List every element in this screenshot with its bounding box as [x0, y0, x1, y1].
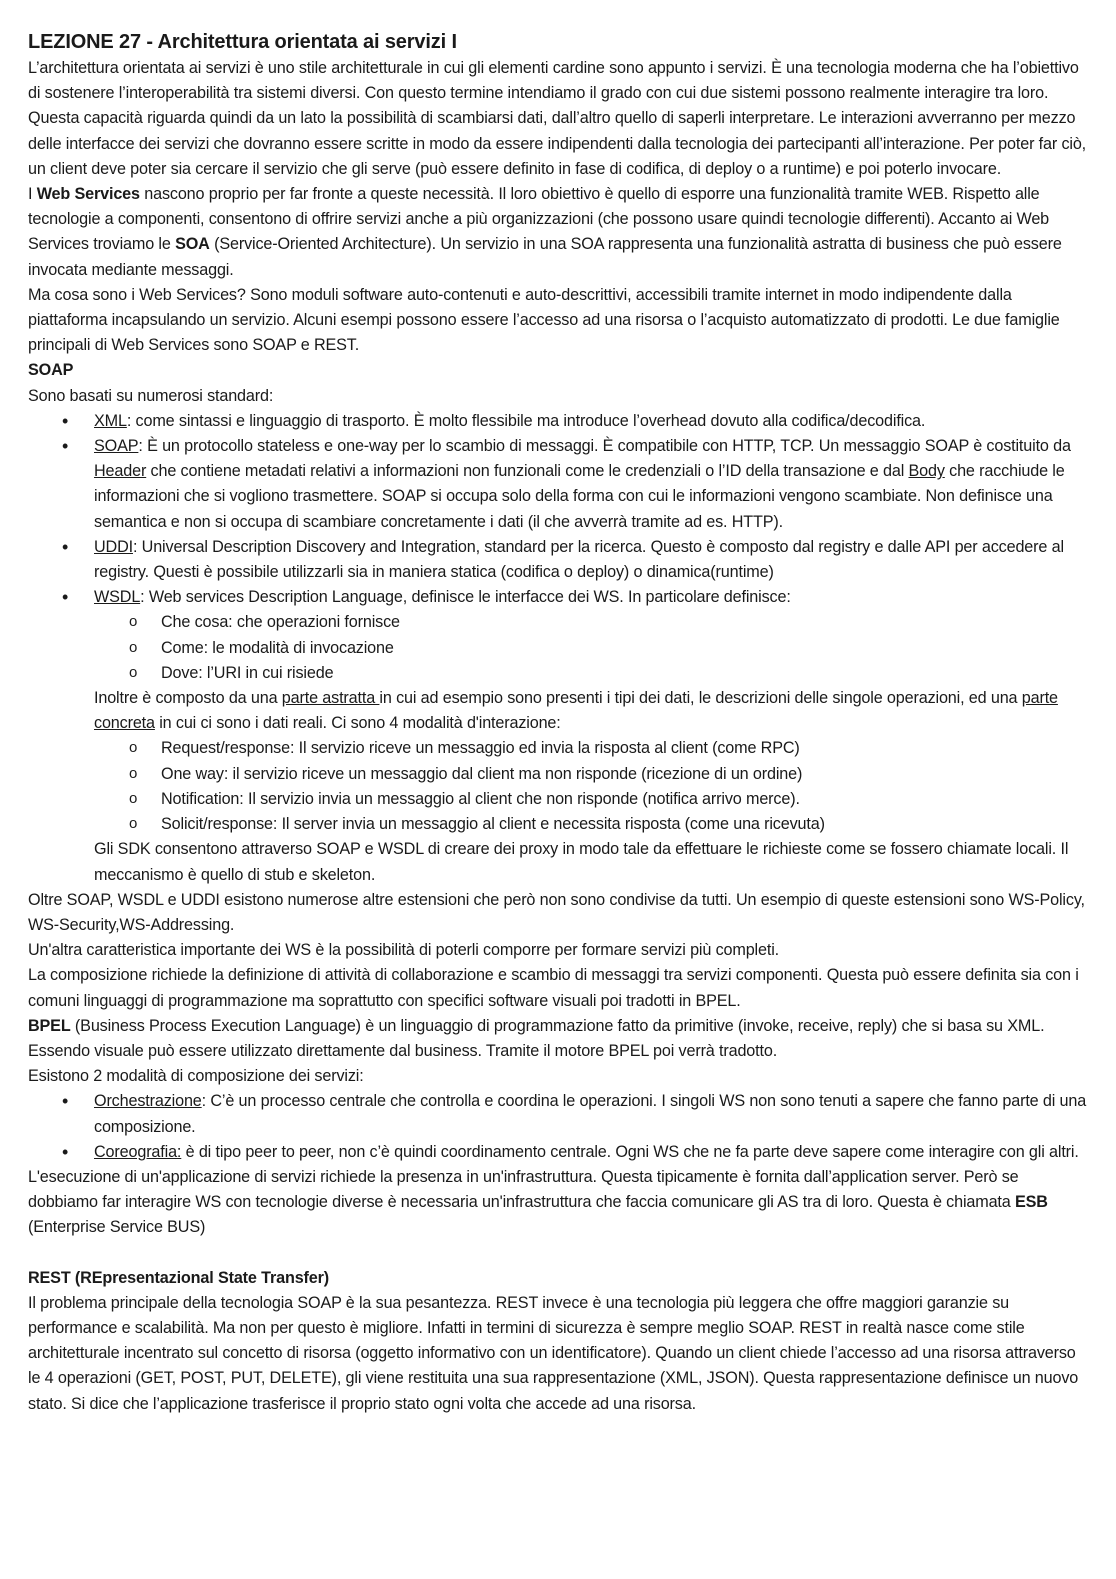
document-page: [28, 28, 1090, 1417]
list-item: o Notification: Il servizio invia un messaggio al client che non risponde (notifica arrivo merce).: [161, 787, 1090, 812]
text-run: : È un protocollo stateless e one-way per lo scambio di messaggi. È compatibile con HTTP, TCP. Un messaggio SOAP è costituito da: [138, 437, 1071, 456]
composition-intro: Un'altra caratteristica importante dei WS è la possibilità di poterli comporre per formare servizi più completi.: [28, 941, 780, 960]
extensions-paragraph: Oltre SOAP, WSDL e UDDI esistono numerose altre estensioni che però non sono condivise da tutti. Un esempio di queste estensioni sono WS-Policy, WS-Security,WS-Addressing.: [28, 890, 1085, 934]
underlined-term: Orchestrazione: [94, 1092, 202, 1111]
interaction-modes: [28, 736, 1090, 837]
composition-modes-intro: Esistono 2 modalità di composizione dei servizi:: [28, 1067, 364, 1086]
list-item: o Che cosa: che operazioni fornisce: [161, 610, 1090, 635]
rest-heading: REST (REpresentazional State Transfer): [28, 1268, 330, 1287]
underlined-term: UDDI: [94, 537, 133, 556]
list-item-orchestration: [94, 1089, 1090, 1139]
text-run: : come sintassi e linguaggio di trasporto. È molto flessibile ma introduce l’overhead dovuto alla codifica/decodifica.: [126, 411, 926, 430]
text-run: è di tipo peer to peer, non c’è quindi coordinamento centrale. Ogni WS che ne fa parte deve sapere come interagire con gli altri.: [181, 1142, 1079, 1161]
underlined-term: parte concreta: [94, 689, 1058, 733]
text-run: L'esecuzione di un'applicazione di servizi richiede la presenza in un'infrastruttura. Questa tipicamente è fornita dall’application server. Però se dobbiamo far interagire WS con tecnologie diverse è necessaria un'infrastruttura che faccia comunicare gli AS tra di loro. Questa è chiamata: [28, 1167, 1019, 1212]
text-run: I: [28, 185, 37, 204]
bold-term: SOA: [175, 235, 210, 254]
composition-modes-list: [28, 1089, 1090, 1165]
text-run: che contiene metadati relativi a informazioni non funzionali come le credenziali o l’ID della transazione e dal: [146, 462, 909, 481]
list-item: o Request/response: Il servizio riceve un messaggio ed invia la risposta al client (come RPC): [161, 736, 1090, 761]
wsdl-parts-paragraph: [28, 686, 1090, 736]
text-run: in cui ci sono i dati reali. Ci sono 4 modalità d'interazione:: [154, 714, 561, 733]
list-item: o One way: il servizio riceve un messaggio dal client ma non risponde (ricezione di un ordine): [161, 762, 1090, 787]
text-run: : Web services Description Language, definisce le interfacce dei WS. In particolare definisce:: [140, 588, 791, 607]
text-run: (Service-Oriented Architecture). Un servizio in una SOA rappresenta una funzionalità astratta di business che può essere invocata mediante messaggi.: [28, 235, 1062, 279]
list-item-soap: [94, 434, 1090, 535]
standards-list: [28, 409, 1090, 686]
bold-term: BPEL: [28, 1016, 71, 1035]
underlined-term: Coreografia:: [94, 1142, 182, 1161]
underlined-term: parte astratta: [281, 689, 380, 708]
spacer: [28, 1241, 1090, 1266]
underlined-term: WSDL: [94, 588, 141, 607]
soap-heading: SOAP: [28, 361, 74, 380]
web-services-paragraph: [28, 182, 1090, 283]
text-run: : C’è un processo centrale che controlla e coordina le operazioni. I singoli WS non sono tenuti a sapere che fanno parte di una composizione.: [94, 1092, 1087, 1136]
bold-term: ESB: [1014, 1193, 1048, 1212]
interaction-modes-list: [94, 736, 1090, 837]
soap-intro: Sono basati su numerosi standard:: [28, 386, 274, 405]
bold-term: Web Services: [36, 185, 140, 204]
underlined-term: Body: [908, 462, 945, 481]
text-run: che racchiude le informazioni che si vogliono trasmettere. SOAP si occupa solo della forma con cui le informazioni vengono scambiate. Non definisce una semantica e non si occupa di scambiare concretamente i dati (il che avverrà tramite ad es. HTTP).: [94, 462, 1065, 531]
rest-paragraph: Il problema principale della tecnologia SOAP è la sua pesantezza. REST invece è una tecnologia più leggera che offre maggiori garanzie su performance e scalabilità. Ma non per questo è migliore. Infatti in termini di sicurezza è sempre meglio SOAP. REST in realtà nasce come stile architetturale incentrato sul concetto di risorsa (oggetto informativo con un identificatore). Quando un client chiede l’accesso ad una risorsa attraverso le 4 operazioni (GET, POST, PUT, DELETE), gli viene restituita una sua rappresentazione (XML, JSON). Questa rappresentazione definisce un nuovo stato. Si dice che l’applicazione trasferisce il proprio stato ogni volta che accede ad una risorsa.: [28, 1293, 1079, 1413]
text-run: (Business Process Execution Language) è un linguaggio di programmazione fatto da primitive (invoke, receive, reply) che si basa su XML. Essendo visuale può essere utilizzato direttamente dal business. Tramite il motore BPEL poi verrà tradotto.: [28, 1016, 1045, 1060]
text-run: Inoltre è composto da una: [94, 689, 282, 708]
bpel-paragraph: [28, 1014, 1090, 1064]
intro-paragraph: L’architettura orientata ai servizi è uno stile architetturale in cui gli elementi cardine sono appunto i servizi. È una tecnologia moderna che ha l’obiettivo di sostenere l’interoperabilità tra sistemi diversi. Con questo termine intendiamo il grado con cui due sistemi possono realmente interagire tra loro. Questa capacità riguarda quindi da un lato la possibilità di scambiarsi dati, dall’altro quello di saperli interpretare. Le interazioni avverranno per mezzo delle interfacce dei servizi che dovranno essere scritte in modo da essere indipendenti dalla tecnologia dei partecipanti all’interazione. Per poter far ciò, un client deve poter sia cercare il servizio che gli serve (può essere definito in fase di codifica, di deploy o a runtime) e poi poterlo invocare.: [28, 59, 1087, 178]
list-item: o Dove: l’URI in cui risiede: [161, 661, 1090, 686]
list-item-choreography: [94, 1140, 1090, 1165]
text-run: nascono proprio per far fronte a queste necessità. Il loro obiettivo è quello di esporre una funzionalità tramite WEB. Rispetto alle tecnologie a componenti, consentono di offrire servizi anche a più organizzazioni (che possono usare quindi tecnologie differenti). Accanto ai Web Services troviamo le: [28, 185, 1050, 254]
underlined-term: XML: [94, 411, 127, 430]
list-item: o Solicit/response: Il server invia un messaggio al client e necessita risposta (come una ricevuta): [161, 812, 1090, 837]
page-title: LEZIONE 27 - Architettura orientata ai servizi I: [28, 31, 457, 53]
list-item: o Come: le modalità di invocazione: [161, 636, 1090, 661]
list-item-uddi: [94, 535, 1090, 585]
text-run: in cui ad esempio sono presenti i tipi dei dati, le descrizioni delle singole operazioni, ed una: [379, 689, 1022, 708]
list-item-wsdl: [94, 585, 1090, 686]
underlined-term: SOAP: [94, 437, 139, 456]
sdk-paragraph: Gli SDK consentono attraverso SOAP e WSDL di creare dei proxy in modo tale da effettuare le richieste come se fossero chiamate locali. Il meccanismo è quello di stub e skeleton.: [94, 840, 1069, 884]
composition-paragraph: La composizione richiede la definizione di attività di collaborazione e scambio di messaggi tra servizi componenti. Questa può essere definita sia con i comuni linguaggi di programmazione ma soprattutto con specifici software visuali poi tradotti in BPEL.: [28, 966, 1079, 1010]
underlined-term: Header: [94, 462, 147, 481]
web-services-definition: Ma cosa sono i Web Services? Sono moduli software auto-contenuti e auto-descrittivi, accessibili tramite internet in modo indipendente dalla piattaforma incapsulando un servizio. Alcuni esempi possono essere l’accesso ad una risorsa o l’acquisto automatizzato di prodotti. Le due famiglie principali di Web Services sono SOAP e REST.: [28, 285, 1060, 355]
list-item-xml: [94, 409, 1090, 434]
wsdl-definitions-list: [94, 610, 1090, 686]
text-run: (Enterprise Service BUS): [28, 1218, 206, 1237]
esb-paragraph: [28, 1165, 1090, 1241]
text-run: : Universal Description Discovery and Integration, standard per la ricerca. Questo è composto dal registry e dalle API per accedere al registry. Questi è possibile utilizzarli sia in maniera statica (codifica o deploy) o dinamica(runtime): [94, 537, 1064, 582]
